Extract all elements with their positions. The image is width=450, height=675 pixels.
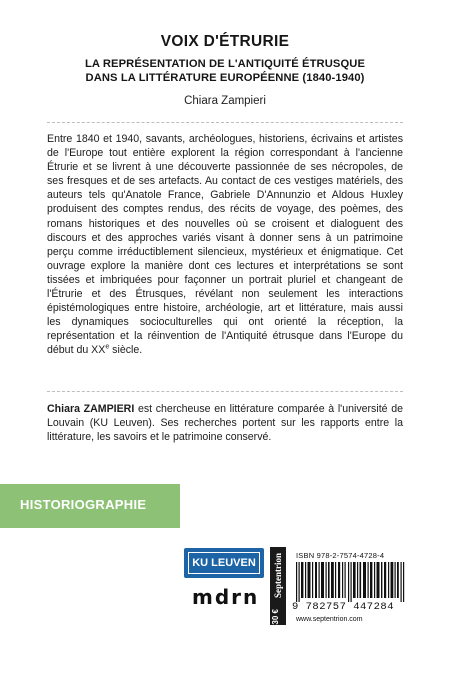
ku-leuven-logo bbox=[184, 548, 264, 578]
book-subtitle bbox=[40, 57, 410, 85]
mdrn-logo: mdrn bbox=[192, 585, 260, 609]
divider-top bbox=[47, 122, 403, 123]
collection-label: HISTORIOGRAPHIE bbox=[20, 497, 147, 512]
divider-bottom bbox=[47, 391, 403, 392]
bio-text: est chercheuse en littérature comparée à l'université de Louvain (KU Leuven). Ses recherches portent sur les rapports entre la littérature, les savoirs et le patrimoine conservé. bbox=[47, 403, 404, 444]
subtitle-line-1: LA REPRÉSENTATION DE L'ANTIQUITÉ ÉTRUSQUE bbox=[84, 58, 366, 70]
summary-text: Entre 1840 et 1940, savants, archéologues, historiens, écrivains et artistes de l'Europe tout entière explorent la région correspondant à l'ancienne Étrurie et se livrent à une découverte passionnée de ses nécropoles, de ses fresques et de ses artefacts. Au contact de ces vestiges matériels, des auteurs tels qu'Anatole France, Gabriele D'Annunzio et Aldous Huxley produisent des comptes rendus, des récits de voyage, des poèmes, des romans historiques et des nouvelles où se croisent et dialoguent des discours et des approches variés visant à donner sens à un patrimoine perçu comme irréductiblement silencieux, mystérieux et énigmatique. Cet ouvrage explore la manière dont ces lectures et interprétations se sont tissées et imbriquées pour façonner un portrait pluriel et changeant de l'Étrurie et des Étrusques, révélant non seulement les interactions épistémologiques entre histoire, archéologie, art et littérature, mais aussi les dynamiques socioculturelles qui ont orienté la réception, la représentation et la réinvention de l'Antiquité étrusque dans l'Europe du début du XX bbox=[47, 133, 403, 357]
ku-leuven-label: KU LEUVEN bbox=[188, 552, 260, 574]
author-bio bbox=[47, 402, 403, 444]
barcode-digits: 9 782757 447284 bbox=[292, 601, 395, 613]
barcode-icon bbox=[294, 562, 406, 602]
author-name: Chiara Zampieri bbox=[184, 95, 266, 107]
isbn-text: ISBN 978-2-7574-4728-4 bbox=[296, 551, 385, 560]
summary-superscript: e bbox=[105, 343, 110, 351]
summary-paragraph bbox=[47, 132, 403, 358]
bio-author-name: Chiara ZAMPIERI bbox=[47, 403, 135, 415]
publisher-logo: Septentrion bbox=[273, 553, 283, 599]
subtitle-line-2: DANS LA LITTÉRATURE EUROPÉENNE (1840-1940) bbox=[85, 72, 365, 84]
price-label: 30 € bbox=[271, 609, 280, 625]
summary-text-end: siècle. bbox=[109, 344, 143, 357]
book-title: VOIX D'ÉTRURIE bbox=[160, 33, 290, 50]
publisher-website: www.septentrion.com bbox=[296, 616, 363, 623]
collection-band bbox=[0, 484, 180, 528]
